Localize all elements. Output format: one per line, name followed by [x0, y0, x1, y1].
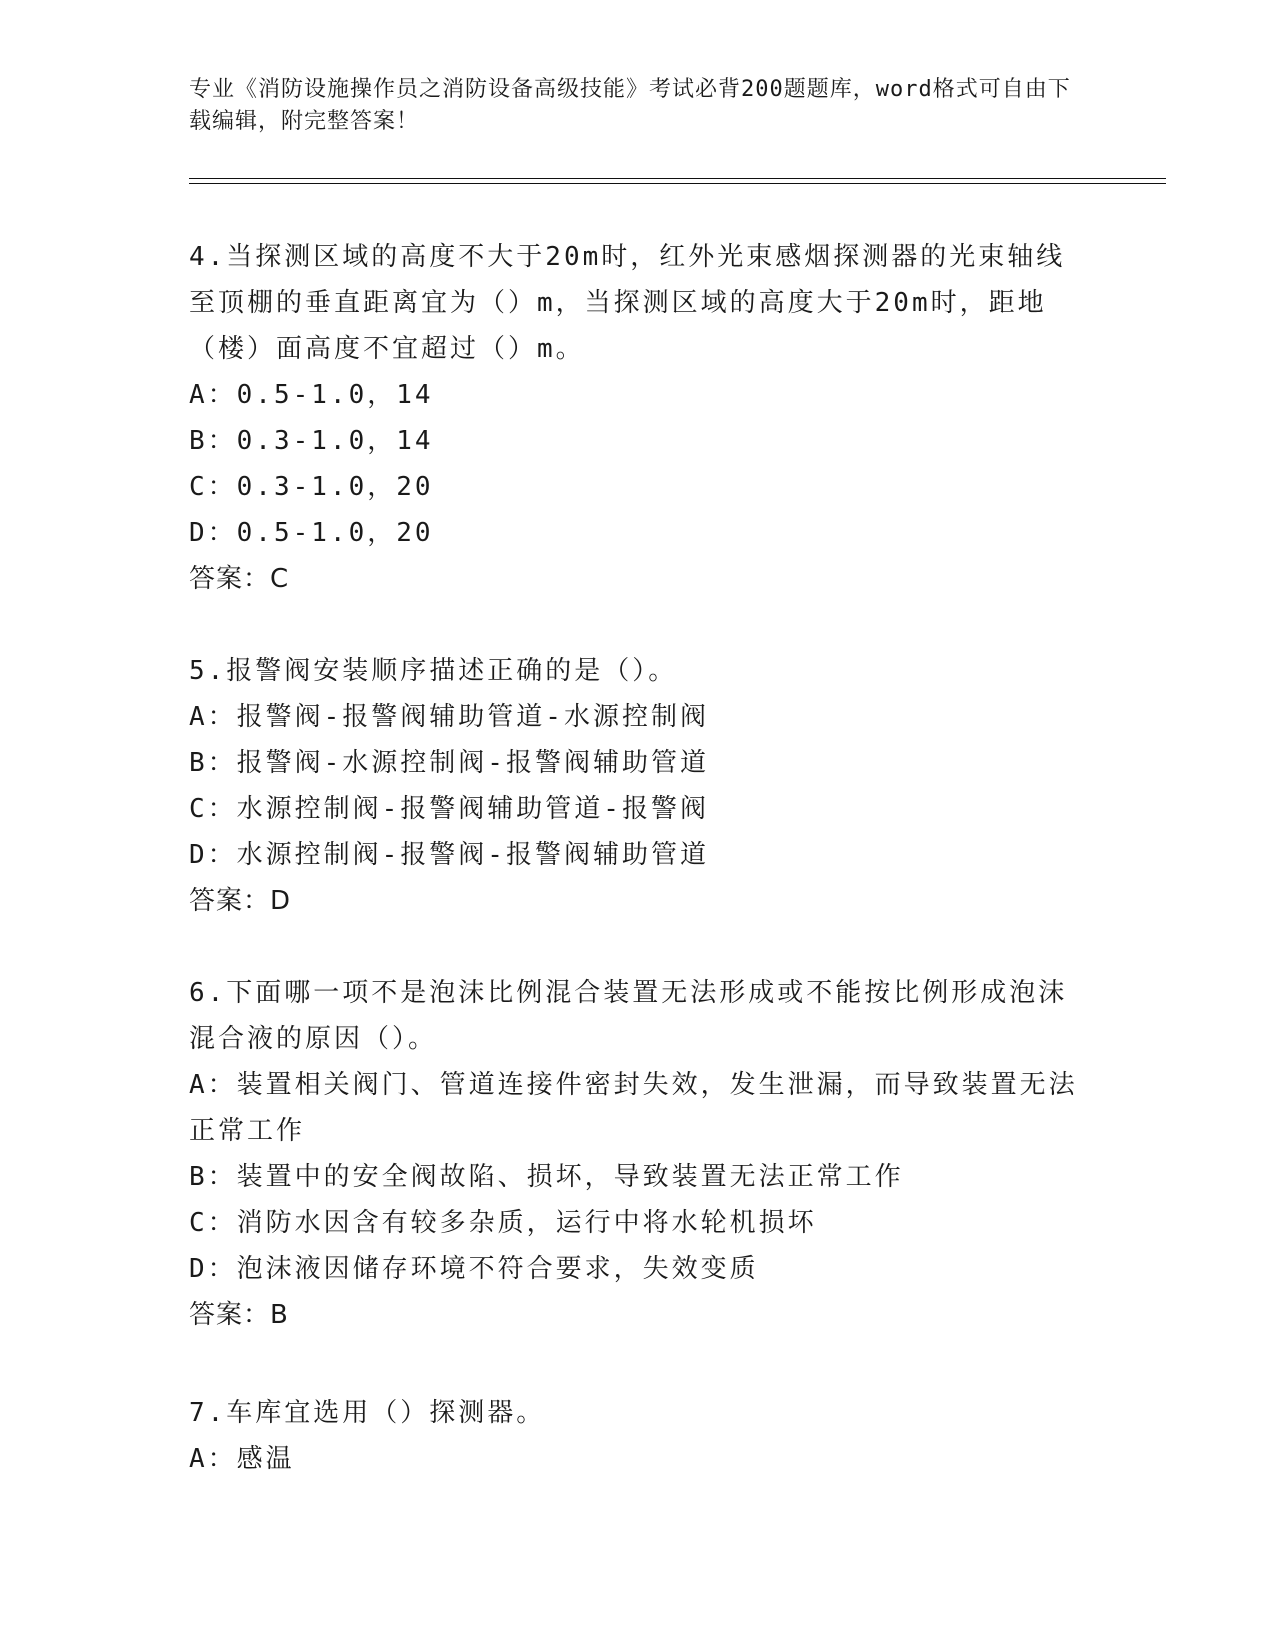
question-text: 7.车库宜选用（）探测器。 [189, 1398, 546, 1428]
option-a: A：装置相关阀门、管道连接件密封失效，发生泄漏，而导致装置无法正常工作 [189, 1070, 1078, 1146]
question-6 [189, 970, 1089, 1338]
option-c: C：消防水因含有较多杂质，运行中将水轮机损坏 [189, 1208, 817, 1238]
question-text: 4.当探测区域的高度不大于20m时，红外光束感烟探测器的光束轴线至顶棚的垂直距离宜为（）m，当探测区域的高度大于20m时，距地（楼）面高度不宜超过（）m。 [189, 242, 1066, 364]
question-text: 6.下面哪一项不是泡沫比例混合装置无法形成或不能按比例形成泡沫混合液的原因（）。 [189, 978, 1068, 1054]
question-4 [189, 234, 1089, 602]
question-5 [189, 648, 1089, 924]
option-d: D：0.5-1.0，20 [189, 518, 434, 548]
option-c: C：0.3-1.0，20 [189, 472, 434, 502]
option-a: A：报警阀-报警阀辅助管道-水源控制阀 [189, 702, 709, 732]
answer: 答案：C [189, 564, 290, 594]
document-header: 专业《消防设施操作员之消防设备高级技能》考试必背200题题库，word格式可自由下载编辑，附完整答案！ [189, 77, 1071, 134]
option-b: B：0.3-1.0，14 [189, 426, 434, 456]
question-text: 5.报警阀安装顺序描述正确的是（）。 [189, 656, 678, 686]
answer: 答案：D [189, 886, 292, 916]
header-divider-top [189, 178, 1166, 179]
option-b: B：报警阀-水源控制阀-报警阀辅助管道 [189, 748, 709, 778]
answer: 答案：B [189, 1300, 289, 1330]
question-7 [189, 1390, 1089, 1482]
option-d: D：水源控制阀-报警阀-报警阀辅助管道 [189, 840, 709, 870]
option-a: A：感温 [189, 1444, 295, 1474]
header-divider-bottom [189, 183, 1166, 184]
option-b: B：装置中的安全阀故陷、损坏，导致装置无法正常工作 [189, 1162, 904, 1192]
option-d: D：泡沫液因储存环境不符合要求，失效变质 [189, 1254, 759, 1284]
option-c: C：水源控制阀-报警阀辅助管道-报警阀 [189, 794, 709, 824]
option-a: A：0.5-1.0，14 [189, 380, 434, 410]
